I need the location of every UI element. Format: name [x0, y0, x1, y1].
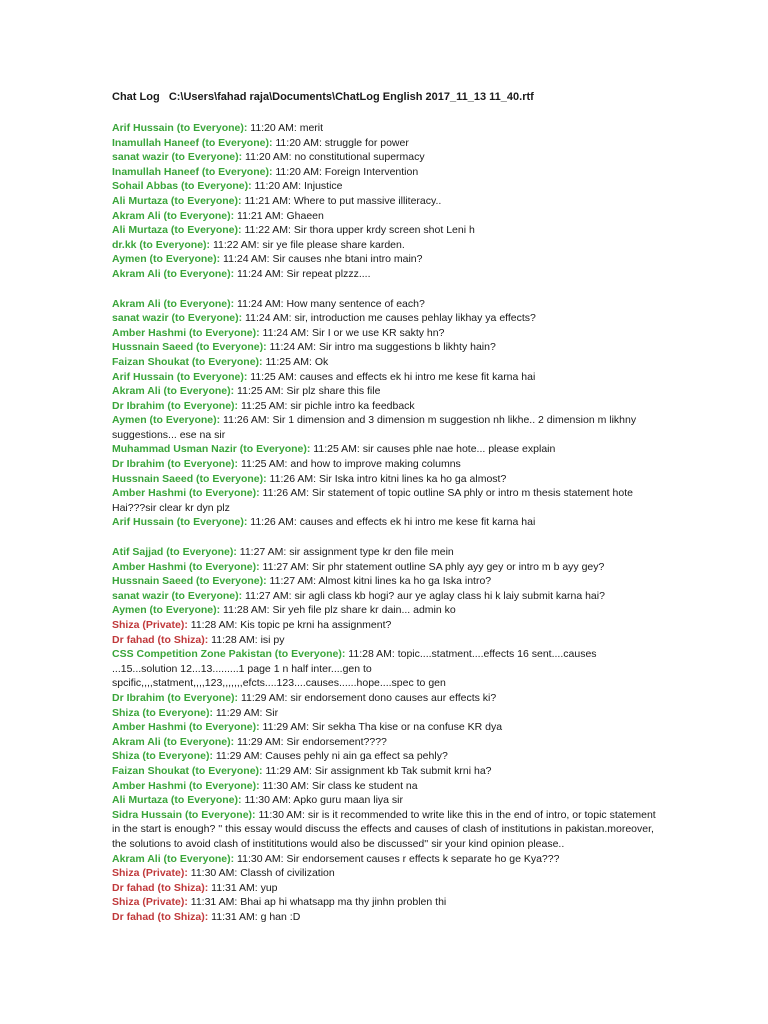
message-sender: Aymen (to Everyone): [112, 414, 221, 427]
message-sender: Akram Ali (to Everyone): [112, 385, 235, 398]
chat-message [112, 603, 660, 618]
message-text: 11:26 AM: Sir 1 dimension and 3 dimension m suggestion nh likhe.. 2 dimension m likhny suggestions... ese na sir [112, 414, 637, 441]
chat-message [112, 370, 660, 385]
message-text: 11:25 AM: Ok [262, 355, 329, 368]
chat-message [112, 545, 660, 560]
chat-log-body [112, 121, 660, 924]
chat-message [112, 472, 660, 487]
chat-log-document [112, 91, 660, 939]
message-sender: Akram Ali (to Everyone): [112, 852, 235, 865]
chat-message [112, 150, 660, 165]
message-sender: Ali Murtaza (to Everyone): [112, 224, 242, 237]
message-sender: Dr fahad (to Shiza): [112, 881, 209, 894]
message-text: 11:27 AM: Almost kitni lines ka ho ga Iska intro? [266, 575, 492, 588]
chat-message [112, 136, 660, 151]
message-text: 11:31 AM: Bhai ap hi whatsapp ma thy jinhn problen thi [187, 896, 447, 909]
message-sender: Amber Hashmi (to Everyone): [112, 560, 260, 573]
message-text: 11:20 AM: Foreign Intervention [272, 165, 419, 178]
message-text: 11:22 AM: sir ye file please share karden. [210, 238, 405, 251]
message-text: 11:30 AM: Classh of civilization [187, 867, 335, 880]
message-text: 11:24 AM: Sir I or we use KR sakty hn? [259, 326, 445, 339]
chat-message [112, 633, 660, 648]
message-text: 11:26 AM: causes and effects ek hi intro me kese fit karna hai [247, 516, 536, 529]
message-sender: Faizan Shoukat (to Everyone): [112, 764, 263, 777]
message-sender: Inamullah Haneef (to Everyone): [112, 165, 273, 178]
message-text: 11:24 AM: Sir intro ma suggestions b likhty hain? [266, 341, 496, 354]
message-sender: Akram Ali (to Everyone): [112, 209, 235, 222]
message-sender: Amber Hashmi (to Everyone): [112, 326, 260, 339]
chat-message [112, 852, 660, 867]
message-sender: CSS Competition Zone Pakistan (to Everyone): [112, 648, 346, 661]
chat-message [112, 895, 660, 910]
message-text: 11:25 AM: Sir plz share this file [234, 385, 381, 398]
chat-message [112, 121, 660, 136]
message-text: 11:20 AM: merit [247, 122, 324, 134]
message-text: 11:29 AM: Sir [212, 706, 279, 719]
message-sender: Faizan Shoukat (to Everyone): [112, 355, 263, 368]
message-text: 11:28 AM: Kis topic pe krni ha assignment? [187, 619, 392, 631]
message-sender: dr.kk (to Everyone): [112, 238, 211, 251]
message-sender: Arif Hussain (to Everyone): [112, 370, 248, 383]
message-text: 11:24 AM: sir, introduction me causes pehlay likhay ya effects? [242, 312, 536, 325]
message-sender: Dr fahad (to Shiza): [112, 910, 209, 923]
chat-message [112, 779, 660, 794]
message-text: 11:25 AM: sir causes phle nae hote... please explain [310, 443, 556, 456]
message-text: 11:25 AM: and how to improve making columns [238, 458, 461, 471]
chat-message [112, 881, 660, 896]
message-text: 11:26 AM: Sir Iska intro kitni lines ka ho ga almost? [266, 472, 507, 485]
chat-message [112, 311, 660, 326]
message-text: 11:25 AM: sir pichle intro ka feedback [238, 399, 415, 412]
message-text: 11:20 AM: struggle for power [272, 136, 409, 149]
message-sender: Dr Ibrahim (to Everyone): [112, 399, 239, 412]
chat-message [112, 413, 660, 442]
message-sender: Muhammad Usman Nazir (to Everyone): [112, 443, 311, 456]
chat-message [112, 209, 660, 224]
chat-message [112, 486, 660, 515]
chat-message [112, 194, 660, 209]
message-sender: Akram Ali (to Everyone): [112, 735, 235, 748]
message-sender: Arif Hussain (to Everyone): [112, 122, 248, 134]
chat-message [112, 165, 660, 180]
message-sender: Atif Sajjad (to Everyone): [112, 546, 237, 559]
message-sender: Dr fahad (to Shiza): [112, 633, 209, 646]
message-sender: Aymen (to Everyone): [112, 253, 221, 266]
chat-message [112, 749, 660, 764]
message-sender: Ali Murtaza (to Everyone): [112, 194, 242, 207]
chat-message [112, 252, 660, 267]
chat-block [112, 121, 660, 282]
message-sender: Amber Hashmi (to Everyone): [112, 779, 260, 792]
message-text: 11:27 AM: Sir phr statement outline SA phly ayy gey or intro m b ayy gey? [259, 560, 605, 573]
message-sender: sanat wazir (to Everyone): [112, 312, 243, 325]
message-text: 11:28 AM: topic....statment....effects 16 sent....causes ...15...solution 12...13.........1 page 1 n half inter....gen to spcific,,,,statment,,,,123,,,,,,,efcts....123....causes......hope....spec to gen [112, 648, 597, 690]
message-sender: Amber Hashmi (to Everyone): [112, 487, 260, 500]
message-text: 11:26 AM: Sir statement of topic outline SA phly or intro m thesis statement hote Hai???sir clear kr dyn plz [112, 487, 633, 514]
message-text: 11:21 AM: Where to put massive illiteracy.. [241, 194, 442, 207]
chat-message [112, 297, 660, 312]
message-sender: Amber Hashmi (to Everyone): [112, 721, 260, 734]
message-text: 11:30 AM: sir is it recommended to write like this in the end of intro, or topic statement in the start is enough? '' this essay would discuss the effects and causes of clash of institutions in pakistan.moreover, the solutions to avoid clash of instititutions would also be discussed'' sir your kind opinion please.. [112, 808, 656, 850]
message-text: 11:20 AM: no constitutional supermacy [242, 151, 425, 164]
message-sender: Hussnain Saeed (to Everyone): [112, 472, 267, 485]
message-text: 11:29 AM: Sir sekha Tha kise or na confuse KR dya [259, 721, 503, 734]
chat-message [112, 618, 660, 633]
chat-message [112, 560, 660, 575]
message-sender: Dr Ibrahim (to Everyone): [112, 458, 239, 471]
chat-message [112, 267, 660, 282]
message-sender: Inamullah Haneef (to Everyone): [112, 136, 273, 149]
message-text: 11:28 AM: isi py [208, 633, 285, 646]
chat-message [112, 399, 660, 414]
message-sender: Hussnain Saeed (to Everyone): [112, 341, 267, 354]
message-text: 11:20 AM: Injustice [251, 180, 343, 193]
message-sender: Shiza (Private): [112, 619, 188, 631]
chat-message [112, 238, 660, 253]
chat-message [112, 574, 660, 589]
chat-message [112, 764, 660, 779]
message-text: 11:29 AM: sir endorsement dono causes aur effects ki? [238, 691, 497, 704]
message-sender: Akram Ali (to Everyone): [112, 297, 235, 310]
message-text: 11:21 AM: Ghaeen [234, 209, 324, 222]
chat-message [112, 179, 660, 194]
message-sender: Shiza (Private): [112, 896, 188, 909]
chat-block [112, 297, 660, 531]
message-text: 11:22 AM: Sir thora upper krdy screen shot Leni h [241, 224, 475, 237]
message-text: 11:24 AM: Sir causes nhe btani intro main? [220, 253, 423, 266]
message-text: 11:31 AM: yup [208, 881, 278, 894]
message-text: 11:30 AM: Sir endorsement causes r effects k separate ho ge Kya??? [234, 852, 560, 865]
chat-message [112, 720, 660, 735]
chat-message [112, 735, 660, 750]
message-text: 11:30 AM: Sir class ke student na [259, 779, 418, 792]
message-sender: Shiza (to Everyone): [112, 750, 213, 763]
chat-message [112, 340, 660, 355]
message-text: 11:24 AM: How many sentence of each? [234, 297, 425, 310]
message-sender: Sohail Abbas (to Everyone): [112, 180, 252, 193]
message-text: 11:28 AM: Sir yeh file plz share kr dain... admin ko [220, 604, 456, 617]
chat-block [112, 545, 660, 924]
message-sender: sanat wazir (to Everyone): [112, 151, 243, 164]
chat-message [112, 808, 660, 852]
chat-message [112, 647, 660, 691]
chat-message [112, 706, 660, 721]
chat-message [112, 910, 660, 925]
message-sender: Sidra Hussain (to Everyone): [112, 808, 256, 821]
chat-message [112, 223, 660, 238]
chat-message [112, 515, 660, 530]
message-text: 11:30 AM: Apko guru maan liya sir [241, 794, 404, 807]
message-sender: Hussnain Saeed (to Everyone): [112, 575, 267, 588]
chat-message [112, 691, 660, 706]
message-sender: Arif Hussain (to Everyone): [112, 516, 248, 529]
message-sender: Akram Ali (to Everyone): [112, 267, 235, 280]
message-sender: Dr Ibrahim (to Everyone): [112, 691, 239, 704]
chat-message [112, 866, 660, 881]
message-text: 11:29 AM: Sir endorsement???? [234, 735, 387, 748]
chat-message [112, 793, 660, 808]
message-sender: sanat wazir (to Everyone): [112, 589, 243, 602]
message-text: 11:29 AM: Sir assignment kb Tak submit krni ha? [262, 764, 492, 777]
message-text: 11:29 AM: Causes pehly ni ain ga effect sa pehly? [212, 750, 448, 763]
message-sender: Shiza (to Everyone): [112, 706, 213, 719]
chat-message [112, 457, 660, 472]
message-sender: Ali Murtaza (to Everyone): [112, 794, 242, 807]
chat-message [112, 589, 660, 604]
chat-message [112, 384, 660, 399]
message-text: 11:24 AM: Sir repeat plzzz.... [234, 267, 371, 280]
chat-message [112, 326, 660, 341]
message-sender: Aymen (to Everyone): [112, 604, 221, 617]
message-sender: Shiza (Private): [112, 867, 188, 880]
message-text: 11:27 AM: sir agli class kb hogi? aur ye aglay class hi k laiy submit karna hai? [242, 589, 605, 602]
chat-message [112, 355, 660, 370]
chat-message [112, 442, 660, 457]
document-title: Chat Log C:\Users\fahad raja\Documents\ChatLog English 2017_11_13 11_40.rtf [112, 91, 534, 103]
message-text: 11:25 AM: causes and effects ek hi intro me kese fit karna hai [247, 370, 536, 383]
message-text: 11:31 AM: g han :D [208, 910, 301, 923]
message-text: 11:27 AM: sir assignment type kr den file mein [236, 546, 454, 559]
